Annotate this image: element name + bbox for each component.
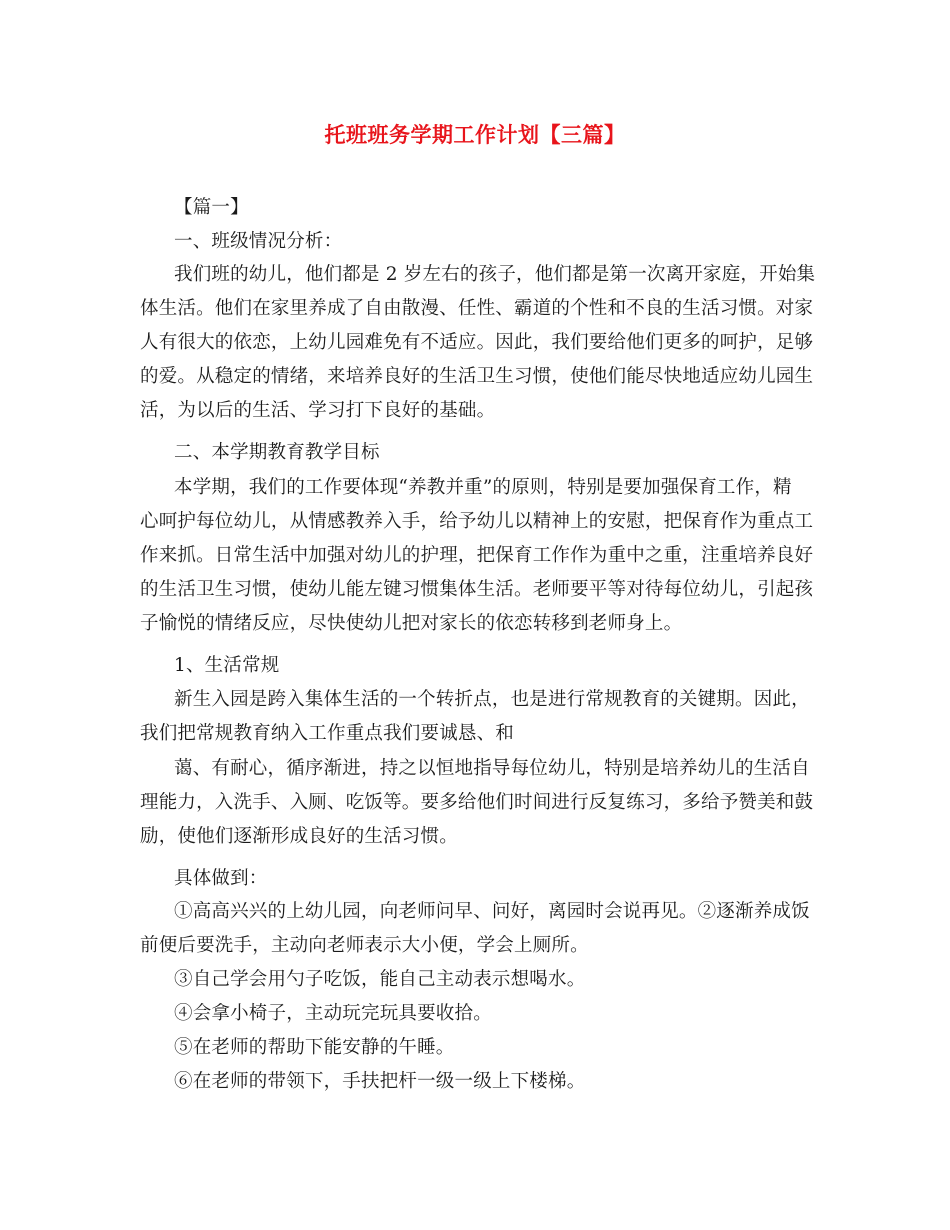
paragraph-line: 理能力，入洗手、入厕、吃饭等。要多给他们时间进行反复练习，多给予赞美和鼓 [140, 792, 814, 813]
paragraph-line: 励，使他们逐渐形成良好的生活习惯。 [140, 826, 458, 847]
paragraph-line: 人有很大的依恋，上幼儿园难免有不适应。因此，我们要给他们更多的呵护，足够 [140, 332, 814, 353]
list-item-continuation: 前便后要洗手，主动向老师表示大小便，学会上厕所。 [140, 935, 589, 956]
paragraph-line: 体生活。他们在家里养成了自由散漫、任性、霸道的个性和不良的生活习惯。对家 [140, 298, 814, 319]
paragraph-line: 本学期，我们的工作要体现“养教并重”的原则，特别是要加强保育工作，精 [174, 477, 792, 498]
list-item: ③自己学会用勺子吃饭，能自己主动表示想喝水。 [174, 969, 586, 990]
paragraph-line: 心呵护每位幼儿，从情感教养入手，给予幼儿以精神上的安慰，把保育作为重点工 [140, 511, 814, 532]
paragraph-line: 作来抓。日常生活中加强对幼儿的护理，把保育工作作为重中之重，注重培养良好 [140, 545, 814, 566]
heading-teaching-goals: 二、本学期教育教学目标 [174, 442, 380, 463]
list-item: ④会拿小椅子，主动玩完玩具要收拾。 [174, 1003, 492, 1024]
document-title: 托班班务学期工作计划【三篇】 [324, 122, 626, 147]
paragraph-line: 的爱。从稳定的情绪，来培养良好的生活卫生习惯，使他们能尽快地适应幼儿园生 [140, 366, 814, 387]
paragraph-line: 我们把常规教育纳入工作重点我们要诚恳、和 [140, 723, 515, 744]
paragraph-line: 子愉悦的情绪反应，尽快使幼儿把对家长的依恋转移到老师身上。 [140, 613, 683, 634]
paragraph-line: 的生活卫生习惯，使幼儿能左键习惯集体生活。老师要平等对待每位幼儿，引起孩 [140, 579, 814, 600]
paragraph-line: 蔼、有耐心，循序渐进，持之以恒地指导每位幼儿，特别是培养幼儿的生活自 [174, 758, 810, 779]
list-item: ①高高兴兴的上幼儿园，向老师问早、问好，离园时会说再见。②逐渐养成饭 [174, 901, 810, 922]
list-item: ⑥在老师的带领下，手扶把杆一级一级上下楼梯。 [174, 1071, 586, 1092]
list-item: ⑤在老师的帮助下能安静的午睡。 [174, 1037, 455, 1058]
paragraph-line: 活，为以后的生活、学习打下良好的基础。 [140, 400, 496, 421]
paragraph-line: 新生入园是跨入集体生活的一个转折点，也是进行常规教育的关键期。因此， [174, 689, 810, 710]
heading-daily-routine: 1、生活常规 [174, 655, 280, 676]
heading-class-analysis: 一、班级情况分析： [174, 231, 343, 252]
heading-specifics: 具体做到： [174, 868, 268, 889]
paragraph-line: 我们班的幼儿，他们都是 2 岁左右的孩子，他们都是第一次离开家庭，开始集 [174, 264, 816, 285]
section-heading-part-one: 【篇一】 [174, 197, 249, 218]
